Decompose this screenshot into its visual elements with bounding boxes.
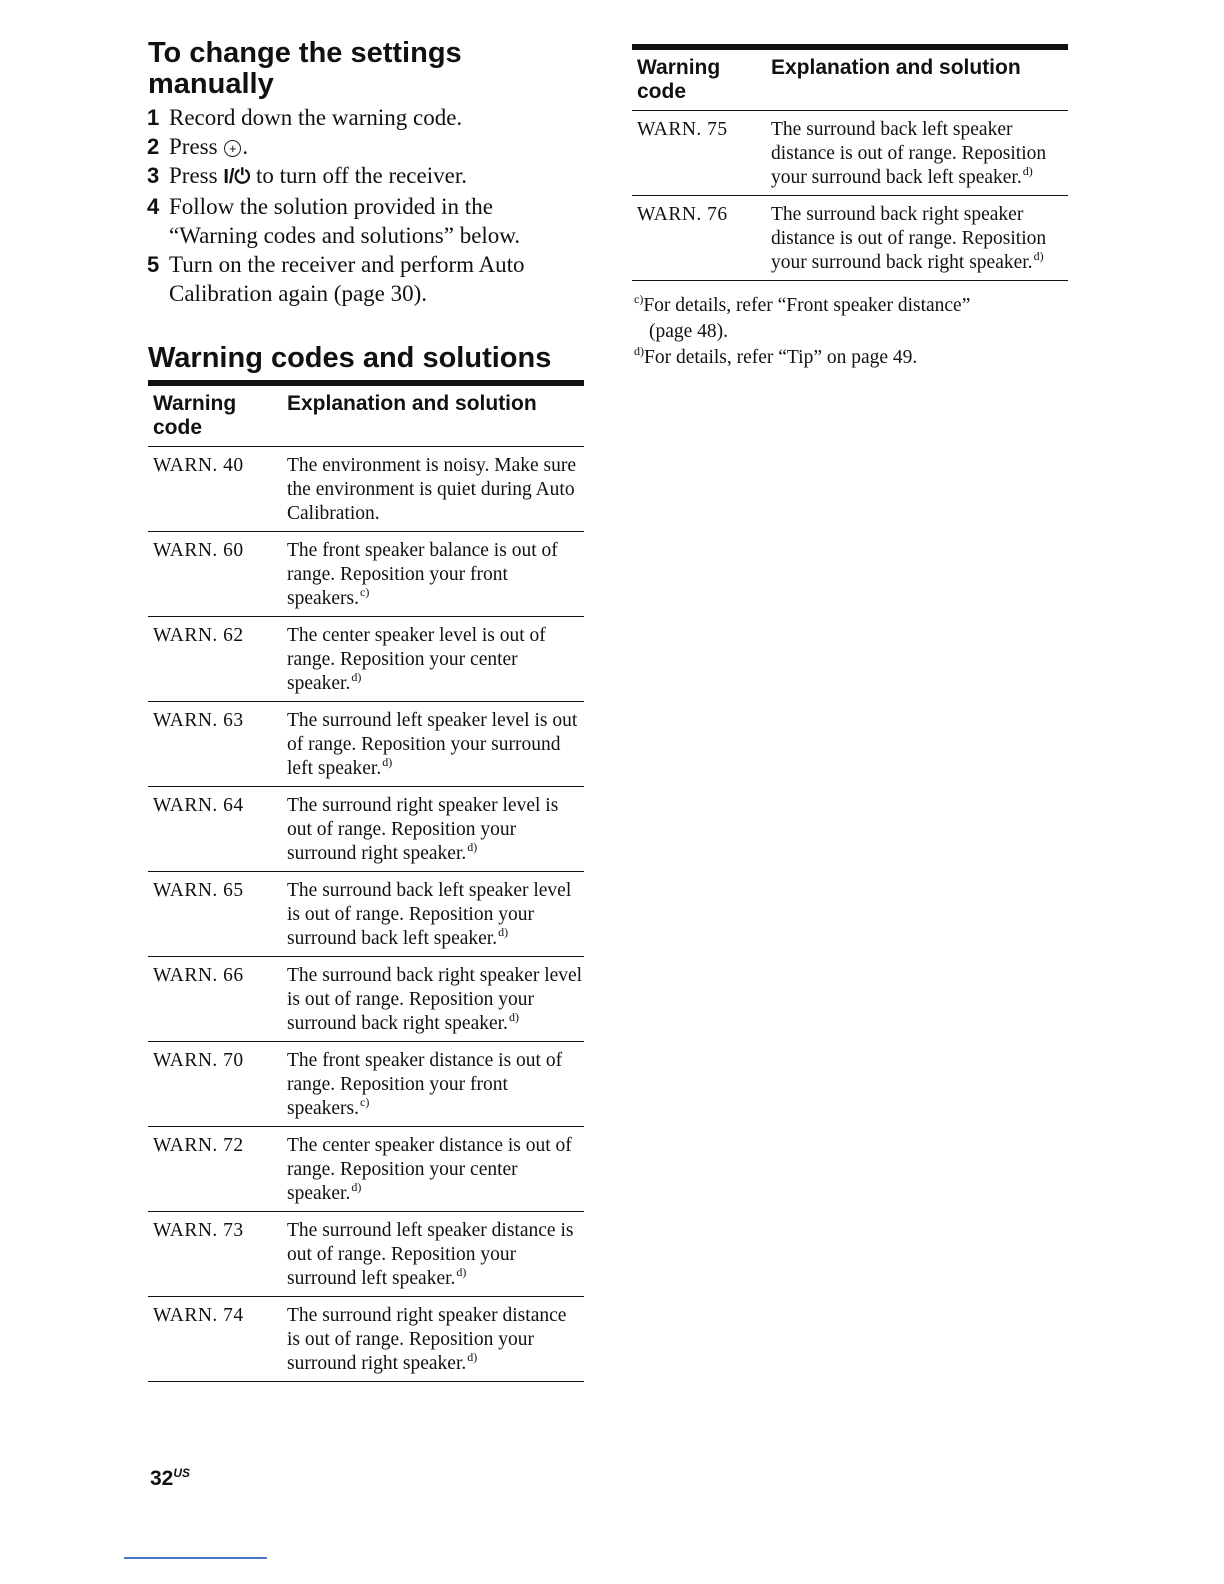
header-explanation: Explanation and solution: [287, 392, 537, 415]
warning-code: WARN. 65: [153, 880, 244, 901]
step-number: 1: [147, 105, 160, 130]
explanation: [287, 539, 584, 610]
explanation: [287, 879, 584, 950]
warning-code: WARN. 62: [153, 625, 244, 646]
footnote-text: For details, refer “Front speaker distance”: [643, 295, 971, 316]
step-number: 3: [147, 163, 160, 188]
header-warning-code: Warning code: [637, 56, 721, 103]
step-text-post: to turn off the receiver.: [250, 163, 467, 188]
plus-circle-icon: +: [224, 140, 241, 157]
footnote-d: [634, 345, 1064, 371]
table-row: [148, 1127, 584, 1212]
explanation-text: The surround right speaker distance is out of range. Reposition your surround right speaker.: [287, 1305, 567, 1374]
explanation-text: The front speaker distance is out of range. Reposition your front speakers.: [287, 1050, 563, 1119]
step-number: 4: [147, 194, 160, 219]
step-number: 2: [147, 134, 160, 159]
warning-code: WARN. 66: [153, 965, 244, 986]
bottom-rule: [124, 1557, 267, 1559]
explanation: [287, 1304, 584, 1375]
explanation-text: The surround left speaker distance is out of range. Reposition your surround left speaker.: [287, 1220, 574, 1289]
table-row: [148, 1212, 584, 1297]
table-row: [148, 447, 584, 532]
warning-code: WARN. 40: [153, 455, 244, 476]
warning-code: WARN. 64: [153, 795, 244, 816]
explanation: [287, 1049, 584, 1120]
footnote-ref: d): [382, 755, 393, 769]
explanation: [287, 454, 584, 525]
step-item: [147, 192, 577, 250]
table-row: [148, 787, 584, 872]
table-row: [148, 1297, 584, 1382]
explanation: [287, 794, 584, 865]
footnote-mark: d): [634, 344, 644, 358]
explanation-text: The surround back right speaker distance is out of range. Reposition your surround back right speaker.: [771, 204, 1047, 273]
table-row: [632, 196, 1068, 281]
explanation-text: The surround back left speaker level is out of range. Reposition your surround back left speaker.: [287, 880, 572, 949]
explanation-text: The surround left speaker level is out of range. Reposition your surround left speaker.: [287, 710, 578, 779]
footnote-ref: d): [351, 670, 362, 684]
page-number-suffix: US: [173, 1466, 191, 1480]
header-explanation: Explanation and solution: [771, 56, 1021, 79]
explanation-text: The surround back left speaker distance is out of range. Reposition your surround back left speaker.: [771, 119, 1047, 188]
footnote-ref: d): [498, 925, 509, 939]
table-row: [148, 617, 584, 702]
footnote-ref: d): [351, 1180, 362, 1194]
section-heading-codes: Warning codes and solutions: [148, 342, 552, 374]
footnote-text: For details, refer “Tip” on page 49.: [644, 347, 918, 368]
step-text: Record down the warning code.: [169, 105, 463, 130]
explanation: [287, 709, 584, 780]
explanation-text: The front speaker balance is out of range. Reposition your front speakers.: [287, 540, 558, 609]
table-header: [632, 50, 1068, 111]
explanation-text: The center speaker level is out of range. Reposition your center speaker.: [287, 625, 546, 694]
warning-table-right: [632, 44, 1068, 281]
header-warning-code: Warning code: [153, 392, 237, 439]
explanation-text: The environment is noisy. Make sure the environment is quiet during Auto Calibration.: [287, 455, 577, 524]
footnote-c: [634, 293, 1064, 345]
warning-code: WARN. 73: [153, 1220, 244, 1241]
footnote-mark: c): [634, 292, 644, 306]
step-text-pre: Press: [169, 163, 224, 188]
step-text: [169, 161, 577, 192]
table-row: [148, 702, 584, 787]
footnote-ref: d): [1033, 249, 1044, 263]
footnote-ref: c): [360, 585, 370, 599]
footnote-ref: c): [360, 1095, 370, 1109]
page-number: [150, 1466, 190, 1491]
warning-code: WARN. 63: [153, 710, 244, 731]
table-row: [148, 872, 584, 957]
table-row: [148, 1042, 584, 1127]
explanation-text: The surround right speaker level is out of range. Reposition your surround right speaker.: [287, 795, 559, 864]
explanation-text: The center speaker distance is out of range. Reposition your center speaker.: [287, 1135, 572, 1204]
footnote-continuation: (page 48).: [649, 321, 729, 342]
step-item: [147, 161, 577, 192]
warning-code: WARN. 72: [153, 1135, 244, 1156]
table-header: [148, 386, 584, 447]
footnote-ref: d): [508, 1010, 519, 1024]
step-text: Follow the solution provided in the “Warning codes and solutions” below.: [169, 194, 521, 248]
footnote-ref: d): [467, 840, 478, 854]
warning-code: WARN. 70: [153, 1050, 244, 1071]
table-row: [148, 532, 584, 617]
footnotes: [634, 293, 1064, 371]
step-text: [169, 132, 577, 161]
explanation: [287, 624, 584, 695]
explanation: [771, 203, 1068, 274]
footnote-ref: d): [456, 1265, 467, 1279]
explanation: [287, 964, 584, 1035]
step-item: [147, 103, 577, 132]
footnote-ref: d): [467, 1350, 478, 1364]
explanation: [771, 118, 1068, 189]
page-number-value: 32: [150, 1467, 174, 1490]
warning-code: WARN. 76: [637, 204, 728, 225]
power-icon: I/⏻: [223, 166, 251, 188]
step-text: Turn on the receiver and perform Auto Calibration again (page 30).: [169, 252, 525, 306]
step-item: [147, 250, 577, 308]
section-heading-manual: To change the settings manually: [148, 37, 462, 100]
warning-code: WARN. 60: [153, 540, 244, 561]
table-row: [148, 957, 584, 1042]
warning-code: WARN. 75: [637, 119, 728, 140]
explanation-text: The surround back right speaker level is out of range. Reposition your surround back right speaker.: [287, 965, 583, 1034]
steps-list: [147, 103, 577, 308]
footnote-ref: d): [1022, 164, 1033, 178]
explanation: [287, 1219, 584, 1290]
step-text-pre: Press: [169, 134, 224, 159]
explanation: [287, 1134, 584, 1205]
step-item: [147, 132, 577, 161]
warning-table-left: [148, 380, 584, 1382]
table-row: [632, 111, 1068, 196]
step-number: 5: [147, 252, 160, 277]
step-text-post: .: [242, 134, 249, 159]
warning-code: WARN. 74: [153, 1305, 244, 1326]
